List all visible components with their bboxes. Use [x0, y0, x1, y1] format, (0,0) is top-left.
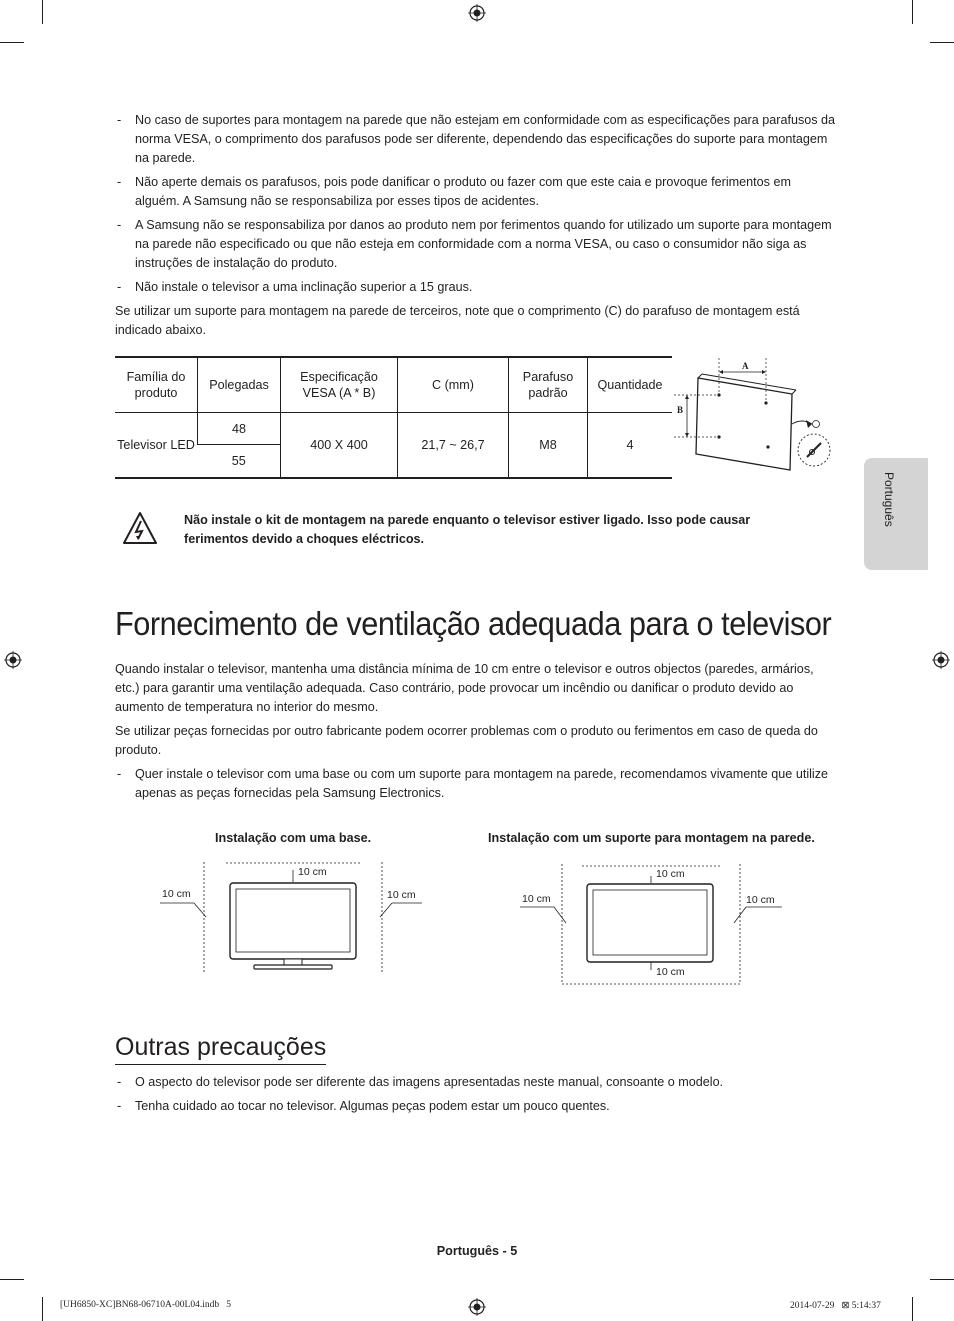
- registration-mark-icon: [932, 651, 950, 669]
- warning-text: Não instale o kit de montagem na parede enquanto o televisor estiver ligado. Isso pode causar ferimentos devido a choques eléctricos.: [184, 513, 751, 546]
- ventilation-paragraph: Quando instalar o televisor, mantenha uma distância mínima de 10 cm entre o televisor e outros objectos (paredes, armários, etc.) para garantir uma ventilação adequada. Caso contrário, pode provocar um incêndio ou danificar o produto devido ao aumento de temperatura no interior do mesmo.: [115, 662, 814, 714]
- list-item: - Tenha cuidado ao tocar no televisor. Algumas peças podem estar um pouco quentes.: [115, 1097, 837, 1116]
- language-side-tab: [864, 458, 928, 570]
- cell-inches: 48: [198, 413, 281, 445]
- list-item: - Não instale o televisor a uma inclinação superior a 15 graus.: [115, 278, 837, 297]
- third-party-note: Se utilizar um suporte para montagem na parede de terceiros, note que o comprimento (C) do parafuso de montagem está indicado abaixo.: [115, 304, 800, 337]
- wall-install-caption: Instalação com um suporte para montagem na parede.: [488, 831, 815, 845]
- header-quantity: Quantidade: [588, 358, 673, 413]
- wall-left-distance: 10 cm: [522, 893, 551, 905]
- crop-mark: [912, 1297, 913, 1321]
- cell-family: Televisor LED: [117, 438, 195, 452]
- stand-top-distance: 10 cm: [298, 866, 327, 878]
- wall-mount-diagram: [674, 358, 836, 476]
- header-family: Família do produto: [115, 358, 198, 413]
- crop-mark: [930, 1279, 954, 1280]
- crop-mark: [42, 1297, 43, 1321]
- page-number: Português - 5: [436, 1244, 518, 1258]
- stand-right-distance: 10 cm: [387, 889, 416, 901]
- header-inches: Polegadas: [198, 358, 281, 413]
- other-bullets: [115, 1073, 837, 1121]
- header-c-mm: C (mm): [398, 358, 509, 413]
- side-tab-label: Português: [882, 472, 896, 527]
- wall-top-distance: 10 cm: [656, 868, 685, 880]
- ventilation-body: [115, 660, 837, 808]
- footer-timestamp: 2014-07-29 ⊠ 5:14:37: [790, 1301, 881, 1311]
- list-item: - No caso de suportes para montagem na parede que não estejam em conformidade com as especificações para parafusos da norma VESA, o comprimento dos parafusos pode ser diferente, dependendo das especificações do suporte para montagem na parede.: [115, 111, 837, 168]
- spec-table: [115, 358, 672, 477]
- cell-quantity: 4: [588, 413, 673, 478]
- electric-warning-icon: [122, 511, 158, 545]
- registration-mark-icon: [4, 651, 22, 669]
- registration-mark-icon: [468, 1298, 486, 1316]
- wall-right-distance: 10 cm: [746, 894, 775, 906]
- list-item: - O aspecto do televisor pode ser diferente das imagens apresentadas neste manual, consoante o modelo.: [115, 1073, 837, 1092]
- registration-mark-icon: [468, 4, 486, 22]
- crop-mark: [0, 42, 24, 43]
- footer-file-name: [UH6850-XC]BN68-06710A-00L04.indb 5: [60, 1300, 231, 1310]
- list-item: - Quer instale o televisor com uma base ou com um suporte para montagem na parede, recomendamos vivamente que utilize apenas as peças fornecidas pela Samsung Electronics.: [115, 765, 837, 803]
- section-title: Fornecimento de ventilação adequada para o televisor: [115, 605, 832, 642]
- crop-mark: [42, 0, 43, 24]
- crop-mark: [0, 1279, 24, 1280]
- ventilation-paragraph: Se utilizar peças fornecidas por outro fabricante podem ocorrer problemas com o produto ou ferimentos em caso de queda do produto.: [115, 724, 818, 757]
- label-b: B: [677, 405, 684, 415]
- stand-left-distance: 10 cm: [162, 888, 191, 900]
- header-screw: Parafuso padrão: [509, 358, 588, 413]
- crop-mark: [930, 42, 954, 43]
- stand-install-caption: Instalação com uma base.: [215, 831, 372, 845]
- other-precautions-title: Outras precauções: [115, 1033, 326, 1065]
- cell-vesa: 400 X 400: [281, 413, 398, 478]
- list-item: - Não aperte demais os parafusos, pois pode danificar o produto ou fazer com que este caia e provoque ferimentos em alguém. A Samsung não se responsabiliza por esses tipos de acidentes.: [115, 173, 837, 211]
- wall-bottom-distance: 10 cm: [656, 966, 685, 978]
- label-a: A: [742, 361, 749, 371]
- top-bullets: [115, 111, 837, 345]
- cell-c-mm: 21,7 ~ 26,7: [398, 413, 509, 478]
- stand-install-diagram: [160, 852, 426, 974]
- crop-mark: [912, 0, 913, 24]
- list-item: - A Samsung não se responsabiliza por danos ao produto nem por ferimentos quando for utilizado um suporte para montagem na parede não especificado ou que não esteja em conformidade com a norma VESA, ou caso o consumidor não siga as instruções de instalação do produto.: [115, 216, 837, 273]
- spec-table-wrap: [115, 356, 672, 479]
- cell-inches: 55: [231, 454, 246, 468]
- header-vesa: Especificação VESA (A * B): [281, 358, 398, 413]
- cell-screw: M8: [509, 413, 588, 478]
- wall-install-diagram: [520, 858, 786, 988]
